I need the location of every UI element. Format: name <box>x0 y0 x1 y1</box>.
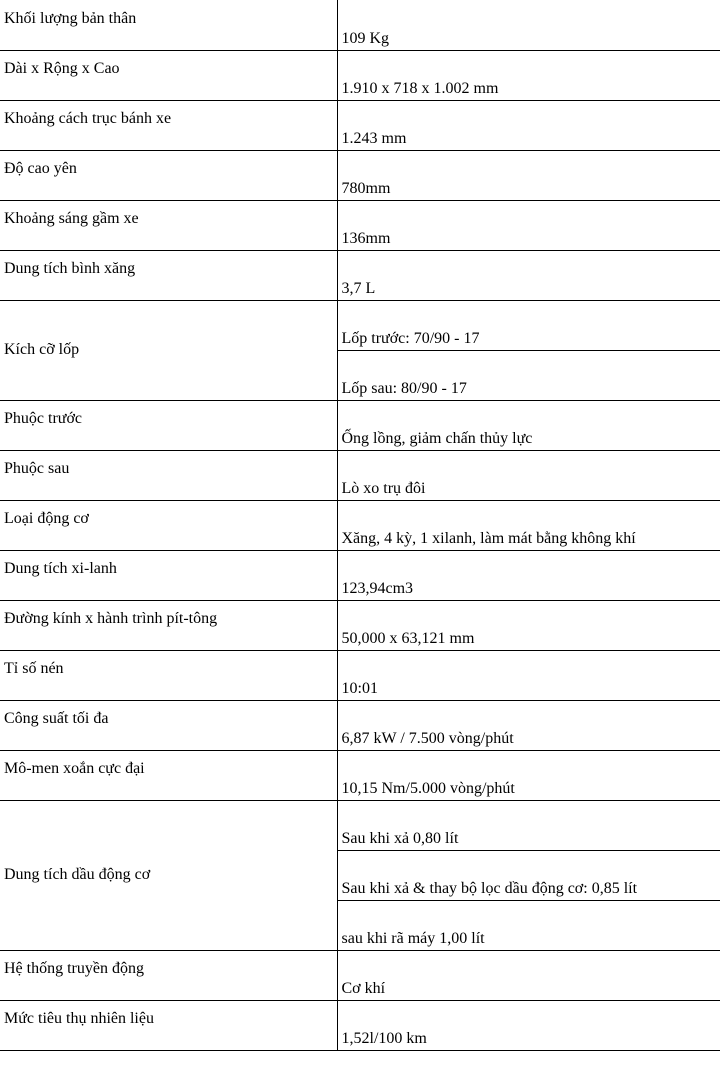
row-engine-type <box>0 500 720 550</box>
label-text: Độ cao yên <box>4 160 77 177</box>
value-cell: 3,7 L <box>337 250 720 300</box>
label-text: Dung tích dầu động cơ <box>4 866 151 883</box>
row-bore-stroke <box>0 600 720 650</box>
row-rear-suspension <box>0 450 720 500</box>
value-cell: 1,52l/100 km <box>337 1000 720 1050</box>
label-cell <box>0 700 337 750</box>
label-text: Dung tích xi-lanh <box>4 560 117 577</box>
value-cell: Lốp trước: 70/90 - 17 <box>337 300 720 350</box>
row-front-suspension <box>0 400 720 450</box>
row-max-torque <box>0 750 720 800</box>
value-cell: 136mm <box>337 200 720 250</box>
label-text: Hệ thống truyền động <box>4 960 144 977</box>
row-transmission <box>0 950 720 1000</box>
label-text: Phuộc trước <box>4 410 83 427</box>
label-cell <box>0 500 337 550</box>
label-cell <box>0 600 337 650</box>
value-cell: 50,000 x 63,121 mm <box>337 600 720 650</box>
label-cell <box>0 1000 337 1050</box>
label-text: Dung tích bình xăng <box>4 260 136 277</box>
row-ground-clearance <box>0 200 720 250</box>
label-text: Khối lượng bản thân <box>4 9 137 27</box>
value-cell: 1.243 mm <box>337 100 720 150</box>
label-text: Tỉ số nén <box>4 660 64 677</box>
value-cell: sau khi rã máy 1,00 lít <box>337 900 720 950</box>
label-cell <box>0 100 337 150</box>
row-dimensions <box>0 50 720 100</box>
row-fuel-consumption <box>0 1000 720 1050</box>
row-seat-height <box>0 150 720 200</box>
label-text: Dài x Rộng x Cao <box>4 60 120 77</box>
label-cell <box>0 550 337 600</box>
label-text: Công suất tối đa <box>4 710 109 727</box>
label-text: Khoảng cách trục bánh xe <box>4 110 172 127</box>
value-cell: Lò xo trụ đôi <box>337 450 720 500</box>
value-cell: 10,15 Nm/5.000 vòng/phút <box>337 750 720 800</box>
row-tire-size <box>0 300 720 350</box>
label-text: Mức tiêu thụ nhiên liệu <box>4 1010 154 1027</box>
value-cell: Ống lồng, giảm chấn thủy lực <box>337 400 720 450</box>
row-compression-ratio <box>0 650 720 700</box>
label-text: Phuộc sau <box>4 460 70 477</box>
row-engine-oil <box>0 800 720 850</box>
label-cell <box>0 0 337 50</box>
value-cell: Sau khi xả & thay bộ lọc dầu động cơ: 0,85 lít <box>337 850 720 900</box>
label-text: Mô-men xoắn cực đại <box>4 760 145 777</box>
value-cell: Lốp sau: 80/90 - 17 <box>337 350 720 400</box>
value-cell: 780mm <box>337 150 720 200</box>
label-cell <box>0 50 337 100</box>
label-text: Kích cỡ lốp <box>4 341 80 358</box>
label-text: Khoảng sáng gầm xe <box>4 210 139 227</box>
label-text: Loại động cơ <box>4 510 89 527</box>
value-cell: 6,87 kW / 7.500 vòng/phút <box>337 700 720 750</box>
label-cell <box>0 400 337 450</box>
row-fuel-tank <box>0 250 720 300</box>
row-displacement <box>0 550 720 600</box>
label-text: Đường kính x hành trình pít-tông <box>4 610 218 627</box>
label-cell <box>0 150 337 200</box>
value-cell: Sau khi xả 0,80 lít <box>337 800 720 850</box>
label-cell <box>0 450 337 500</box>
value-cell: 10:01 <box>337 650 720 700</box>
label-cell <box>0 200 337 250</box>
value-cell: Xăng, 4 kỳ, 1 xilanh, làm mát bằng không khí <box>337 500 720 550</box>
value-cell: 109 Kg <box>337 0 720 50</box>
label-cell <box>0 250 337 300</box>
row-curb-weight <box>0 0 720 50</box>
label-cell <box>0 300 337 400</box>
value-cell: 123,94cm3 <box>337 550 720 600</box>
label-cell <box>0 800 337 950</box>
label-cell <box>0 750 337 800</box>
value-cell: 1.910 x 718 x 1.002 mm <box>337 50 720 100</box>
row-max-power <box>0 700 720 750</box>
label-cell <box>0 650 337 700</box>
row-wheelbase <box>0 100 720 150</box>
value-cell: Cơ khí <box>337 950 720 1000</box>
label-cell <box>0 950 337 1000</box>
